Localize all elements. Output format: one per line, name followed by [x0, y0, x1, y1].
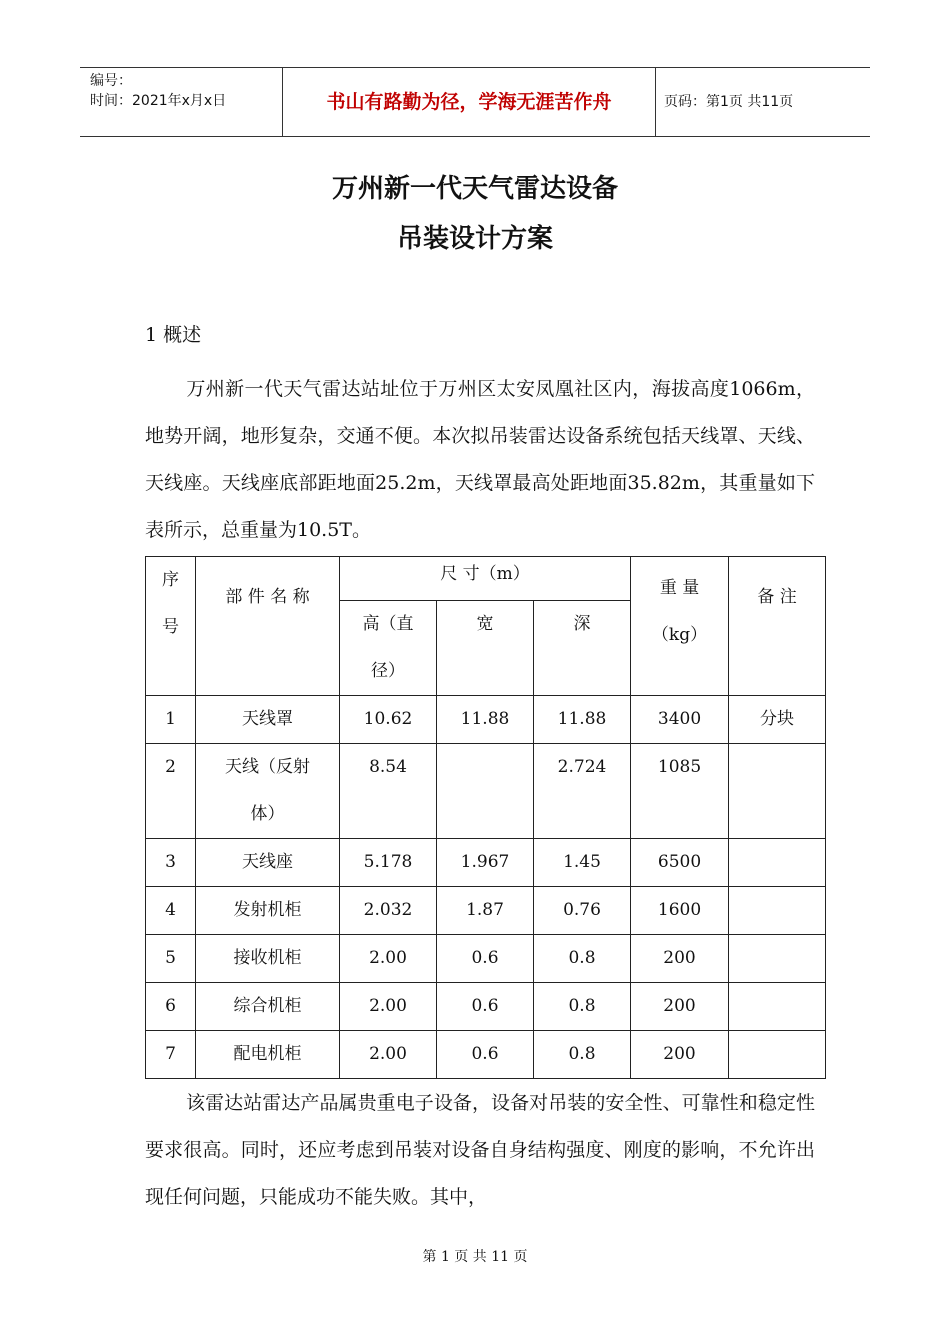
table-row — [146, 935, 826, 983]
cell-name: 综合机柜 — [196, 983, 340, 1031]
cell-note — [729, 983, 826, 1031]
cell-note — [729, 744, 826, 839]
cell-height: 2.00 — [340, 935, 437, 983]
cell-seq: 3 — [146, 839, 196, 887]
cell-height: 10.62 — [340, 696, 437, 744]
table-row — [146, 983, 826, 1031]
header-motto: 书山有路勤为径，学海无涯苦作舟 — [282, 68, 656, 136]
cell-height: 2.00 — [340, 983, 437, 1031]
cell-seq: 4 — [146, 887, 196, 935]
cell-name: 天线座 — [196, 839, 340, 887]
cell-name: 天线罩 — [196, 696, 340, 744]
header-width: 宽 — [437, 601, 534, 696]
page-header — [80, 67, 870, 137]
cell-note — [729, 935, 826, 983]
cell-width: 0.6 — [437, 935, 534, 983]
document-subtitle: 吊装设计方案 — [396, 224, 553, 254]
header-size: 尺 寸（m） — [340, 557, 631, 601]
cell-depth: 0.8 — [534, 1031, 631, 1079]
cell-width: 0.6 — [437, 983, 534, 1031]
cell-height: 8.54 — [340, 744, 437, 839]
cell-width: 1.967 — [437, 839, 534, 887]
table-row — [146, 887, 826, 935]
cell-name: 发射机柜 — [196, 887, 340, 935]
cell-note: 分块 — [729, 696, 826, 744]
number-label: 编号： — [90, 73, 132, 89]
table-row — [146, 1031, 826, 1079]
cell-name: 配电机柜 — [196, 1031, 340, 1079]
table-row — [146, 839, 826, 887]
header-seq: 序号 — [146, 557, 196, 696]
cell-width — [437, 744, 534, 839]
table-row — [146, 744, 826, 839]
paragraph-requirements — [145, 1080, 815, 1221]
cell-depth: 11.88 — [534, 696, 631, 744]
cell-note — [729, 839, 826, 887]
header-depth: 深 — [534, 601, 631, 696]
cell-height: 2.032 — [340, 887, 437, 935]
cell-seq: 2 — [146, 744, 196, 839]
page-footer: 第 1 页 共 11 页 — [422, 1249, 528, 1265]
header-weight: 重 量（kg） — [631, 557, 729, 696]
header-page-info: 页码：第1页 共11页 — [664, 94, 794, 110]
cell-seq: 6 — [146, 983, 196, 1031]
cell-height: 5.178 — [340, 839, 437, 887]
cell-weight: 200 — [631, 983, 729, 1031]
equipment-table — [145, 556, 826, 1079]
cell-weight: 200 — [631, 935, 729, 983]
section-heading: 1 概述 — [145, 324, 202, 346]
cell-note — [729, 887, 826, 935]
table-row — [146, 696, 826, 744]
header-name: 部 件 名 称 — [196, 557, 340, 696]
cell-weight: 1600 — [631, 887, 729, 935]
cell-weight: 200 — [631, 1031, 729, 1079]
cell-seq: 5 — [146, 935, 196, 983]
header-meta — [80, 68, 282, 136]
cell-weight: 3400 — [631, 696, 729, 744]
cell-note — [729, 1031, 826, 1079]
cell-height: 2.00 — [340, 1031, 437, 1079]
cell-width: 1.87 — [437, 887, 534, 935]
cell-depth: 0.8 — [534, 935, 631, 983]
header-height: 高（直径） — [340, 601, 437, 696]
cell-seq: 1 — [146, 696, 196, 744]
paragraph-overview-text: 万州新一代天气雷达站址位于万州区太安凤凰社区内，海拔高度1066m，地势开阔，地形复杂，交通不便。本次拟吊装雷达设备系统包括天线罩、天线、天线座。天线座底部距地面25.2m，天线罩最高处距地面35.82m，其重量如下表所示，总重量为10.5T。 — [145, 378, 815, 541]
cell-name: 天线（反射体） — [196, 744, 340, 839]
cell-weight: 6500 — [631, 839, 729, 887]
cell-width: 0.6 — [437, 1031, 534, 1079]
cell-depth: 0.76 — [534, 887, 631, 935]
cell-name: 接收机柜 — [196, 935, 340, 983]
paragraph-requirements-text: 该雷达站雷达产品属贵重电子设备，设备对吊装的安全性、可靠性和稳定性要求很高。同时，还应考虑到吊装对设备自身结构强度、刚度的影响，不允许出现任何问题，只能成功不能失败。其中， — [145, 1092, 815, 1208]
cell-depth: 1.45 — [534, 839, 631, 887]
cell-weight: 1085 — [631, 744, 729, 839]
paragraph-overview — [145, 366, 815, 554]
time-label: 时间：2021年x月x日 — [90, 93, 227, 109]
cell-seq: 7 — [146, 1031, 196, 1079]
cell-depth: 0.8 — [534, 983, 631, 1031]
header-note: 备 注 — [729, 557, 826, 696]
document-title: 万州新一代天气雷达设备 — [331, 174, 618, 204]
cell-width: 11.88 — [437, 696, 534, 744]
cell-depth: 2.724 — [534, 744, 631, 839]
